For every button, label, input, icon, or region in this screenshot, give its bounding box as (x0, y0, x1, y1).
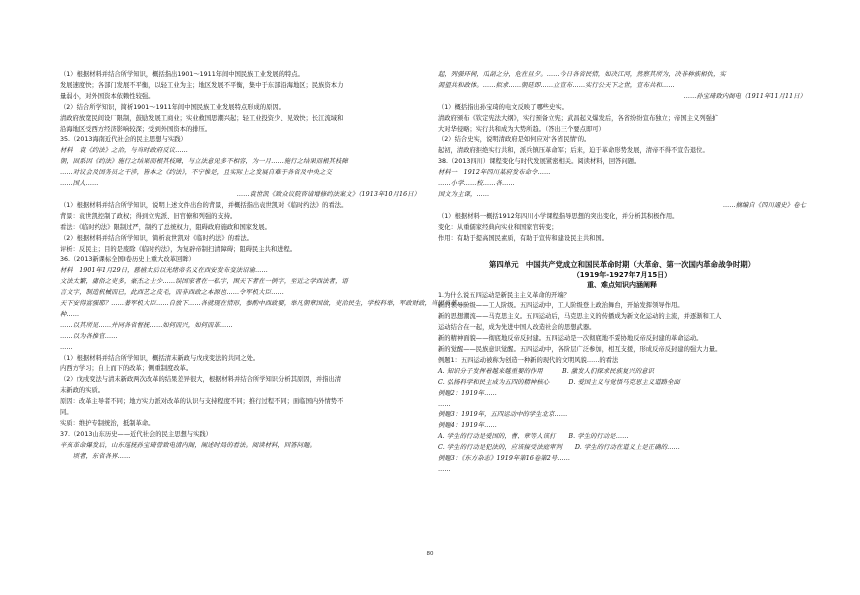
text-line: 实质：维护专制统治，抵制革命。 (60, 420, 155, 427)
right-column (438, 70, 806, 476)
text-line: 38.（2013四川）课程变化与时代发展紧密相关。阅读材料，回答问题。 (438, 158, 641, 166)
text-line: （1）根据材料并结合所学知识，说明上述文件出台的背景，并概括指出袁世凯对《临时约法》的看法。 (60, 201, 348, 209)
text-line: 运动结合在一起，成为先进中国人改造社会的思想武器。 (438, 324, 596, 332)
section-heading: 重、难点知识内涵阐释 (587, 281, 657, 289)
answer-option-line: C. 学生的行动是犯法的，应该接受法庭审判 D. 学生的行动在道义上是正确的…… (438, 444, 680, 452)
unit-date-range: （1919年-1927年7月15日） (572, 270, 672, 279)
example-question-line: 例题3：1919年，五四运动中的学生北京…… (438, 411, 568, 419)
example-question-line: …… (438, 400, 451, 408)
source-material-line: 文法太繁，庸俗之吏多，豪杰之士少……误国家者在一私字，困天下者在一例字，至近之学西法者，语 (60, 278, 348, 286)
source-material-line: 材料 1901年1月29日，慈禧太后以光绪帝名义在西安发布变法诏谕…… (60, 267, 268, 275)
text-line: 发展速度快；各部门发展不平衡，以轻工业为主；地区发展不平衡，集中于东部沿海地区；民族资本力 (60, 81, 344, 89)
source-material-line: ……对议会及国务员之干涉，皆本之《约法》，不宁惟是，且实际上之发展自难于各省及中央之交 (60, 169, 332, 177)
source-material-line: 言文字，制造机械而已，此西艺之皮毛，而非西政之本源也……令军机大臣…… (60, 289, 284, 297)
text-line: 同。 (60, 409, 73, 417)
source-material-line: 材料一 1912年四川某府发布命令…… (438, 169, 551, 177)
text-line: （1）概括指出孙宝琦的电文反映了哪些史实。 (438, 103, 568, 111)
source-material-line: ……以为各推官…… (60, 332, 118, 340)
text-line: 清政府颁布《钦定宪法大纲》，实行预备立宪；武昌起义爆发后，各省纷纷宣布独立；帝国主义列强扩 (438, 114, 719, 122)
text-line: 新的思想潮流——马克思主义。五四运动后，马克思主义的传播成为新文化运动的主流，并逐渐和工人 (438, 313, 722, 321)
text-line: 新的精神面貌——彻底地反帝反封建。五四运动是一次彻底地不妥协地反帝反封建的革命运动。 (438, 335, 703, 343)
text-line: 量弱小，对外国资本依赖性较强。 (60, 92, 155, 100)
source-material-line: 顷者，东省各界…… (60, 452, 131, 460)
text-line: 1.为什么说五四运动是新民主主义革命的开端？ (438, 291, 570, 299)
text-line: 大对华侵略；实行共和成为大势所趋。（答出三个要点即可） (438, 125, 605, 133)
text-line: 原因：改革主导者不同；地方实力派对改革的认识与支持程度不同；推行过程不同；面临国内外情势不 (60, 398, 344, 406)
text-line: 新的领导阶级——工人阶级。五四运动中，工人阶级登上政治舞台，开始发挥领导作用。 (438, 302, 684, 310)
text-line: 沿海地区受西方经济影响较深；受到外国资本的排压。 (60, 125, 212, 133)
text-line: 评析：反民主；目的是废除《临时约法》，为复辟帝制扫清障碍；阻碍民主共和进程。 (60, 245, 297, 253)
text-line: 作用：有助于提高国民素质，有助于宣传和建设民主共和国。 (438, 234, 609, 242)
source-citation: ……孙宝琦致内阁电（1911年11月11日） (683, 92, 806, 100)
source-material-line: 材料 袁《约法》之治，与当时政府反议…… (60, 147, 188, 155)
unit-title: 第四单元 中国共产党成立和国民革命时期（大革命、第一次国内革命战争时期） (488, 259, 756, 269)
text-line: （2）戊戌变法与清末新政两次改革的结果差异很大，根据材料并结合所学知识分析其原因，并指出清 (60, 376, 342, 384)
text-line: 末新政的实质。 (60, 387, 105, 395)
example-question-line: …… (438, 466, 451, 473)
text-line: （1）根据材料一概括1912年四川小学课程指导思想的突出变化，并分析其积极作用。 (438, 212, 679, 220)
text-line: 内西方学习；自上而下的改革；侧重制度改革。 (60, 365, 193, 373)
text-line: 例题1：五四运动被称为创造一种新的现代的文明风貌……的看法 (438, 356, 619, 364)
source-material-line: …… (60, 343, 73, 351)
example-question-line: 例题2：1919年…… (438, 389, 497, 397)
text-line: 36.（2013新课标全国Ⅰ卷历史上重大改革回眸） (60, 256, 195, 264)
source-material-line: ……小学……校……各…… (438, 180, 515, 188)
source-material-line: 渴望共和政体。……拟求……朝廷即……立宣布……实行公天下之世，宣布共和…… (438, 81, 675, 89)
text-line: 起初，清政府拒绝实行共和，派兵镇压革命军；后来，迫于革命形势发展，清帝不得不宣告退位。 (438, 147, 709, 155)
answer-option-line: A. 学生的行动是爱国的，曹、章等人该打 B. 学生的行动是…… (438, 433, 629, 441)
source-material-line: ……国人…… (60, 180, 99, 188)
page-number: 80 (426, 551, 434, 557)
text-line: （2）根据材料并结合所学知识，简析袁世凯对《临时约法》的看法。 (60, 234, 253, 242)
text-line: （1）根据材料并结合所学知识，概括清末新政与戊戌变法的共同之处。 (60, 354, 260, 362)
example-question-line: 例题3：《东方杂志》1919年第16卷第2号…… (438, 455, 571, 463)
text-line: 35.（2013海南近代社会的民主思想与实践） (60, 136, 187, 144)
text-line: 背景：袁世凯控制了政权；得到立宪派、旧官僚和列强的支持。 (60, 212, 237, 220)
example-question-line: A. 知识分子发挥着越来越重要的作用 B. 激发人们探求民族复兴的意识 (438, 367, 655, 375)
answer-option-line: 例题4：1919年…… (438, 422, 497, 430)
text-line: 清政府放宽民间设厂限制，鼓励发展工商业；实业救国思潮兴起；轻工业投资少、见效快；长江流域和 (60, 114, 344, 122)
text-line: 看法：《临时约法》限制过严，制约了总统权力，阻碍政府施政和国家发展。 (60, 223, 271, 231)
text-line: （1）根据材料并结合所学知识，概括指出1901～1911年间中国民族工业发展的特点。 (60, 71, 304, 78)
source-material-line: 天下安得富强耶？……著军机大臣……自放下……各就现在情形，参酌中西政要，举凡朝章国故，吏治民生，学校科举，军政财政，当因当革…… (60, 300, 470, 308)
source-citation: ……摘编自《四川通史》卷七 (722, 201, 806, 209)
text-line: 新的觉醒——民族意识觉醒。五四运动中，各阶层广泛参加，相互支援，形成反帝反封建的强大力量。 (438, 346, 722, 354)
answer-option-line: C. 弘扬科学和民主成为五四的精神核心 D. 爱国主义与觉悟马克思主义道路全面 (438, 378, 680, 386)
source-material-line: 种…… (60, 310, 80, 318)
text-line: 变化：从重儒家经典向实业和国家官转变； (438, 223, 558, 231)
text-line: （2）结合所学知识，简析1901～1911年间中国民族工业发展特点形成的原因。 (60, 103, 285, 111)
source-material-line: 国文为主课，…… (438, 190, 490, 198)
text-line: （2）结合史实，说明清政府是如何应对'各省民情'的。 (438, 136, 591, 144)
source-material-line: 辛亥革命爆发后，山东巡抚孙宝琦曾致电清内阁，阐述时局的看法。阅读材料，回答问题。 (60, 441, 316, 449)
source-material-line: 朝，固系因《约法》施行之结果而根其枝障，与立法意见多不相容，为一月……施行之结果而根其枝障 (60, 158, 348, 166)
text-line: 37.（2013山东历史——近代社会的民主思想与实践） (60, 430, 212, 438)
source-citation: ……袁世凯《致众议院咨请增修约法案文》（1913年10月16日） (236, 190, 420, 198)
source-material-line: 起，列强环伺，瓜剖之分，危在旦夕。……今日各省民情，如决江河，然察其所为，决非种族相仇，实 (438, 71, 726, 78)
source-material-line: ……以其所见……并同各省督抚……如何而兴，如何而革…… (60, 321, 233, 329)
